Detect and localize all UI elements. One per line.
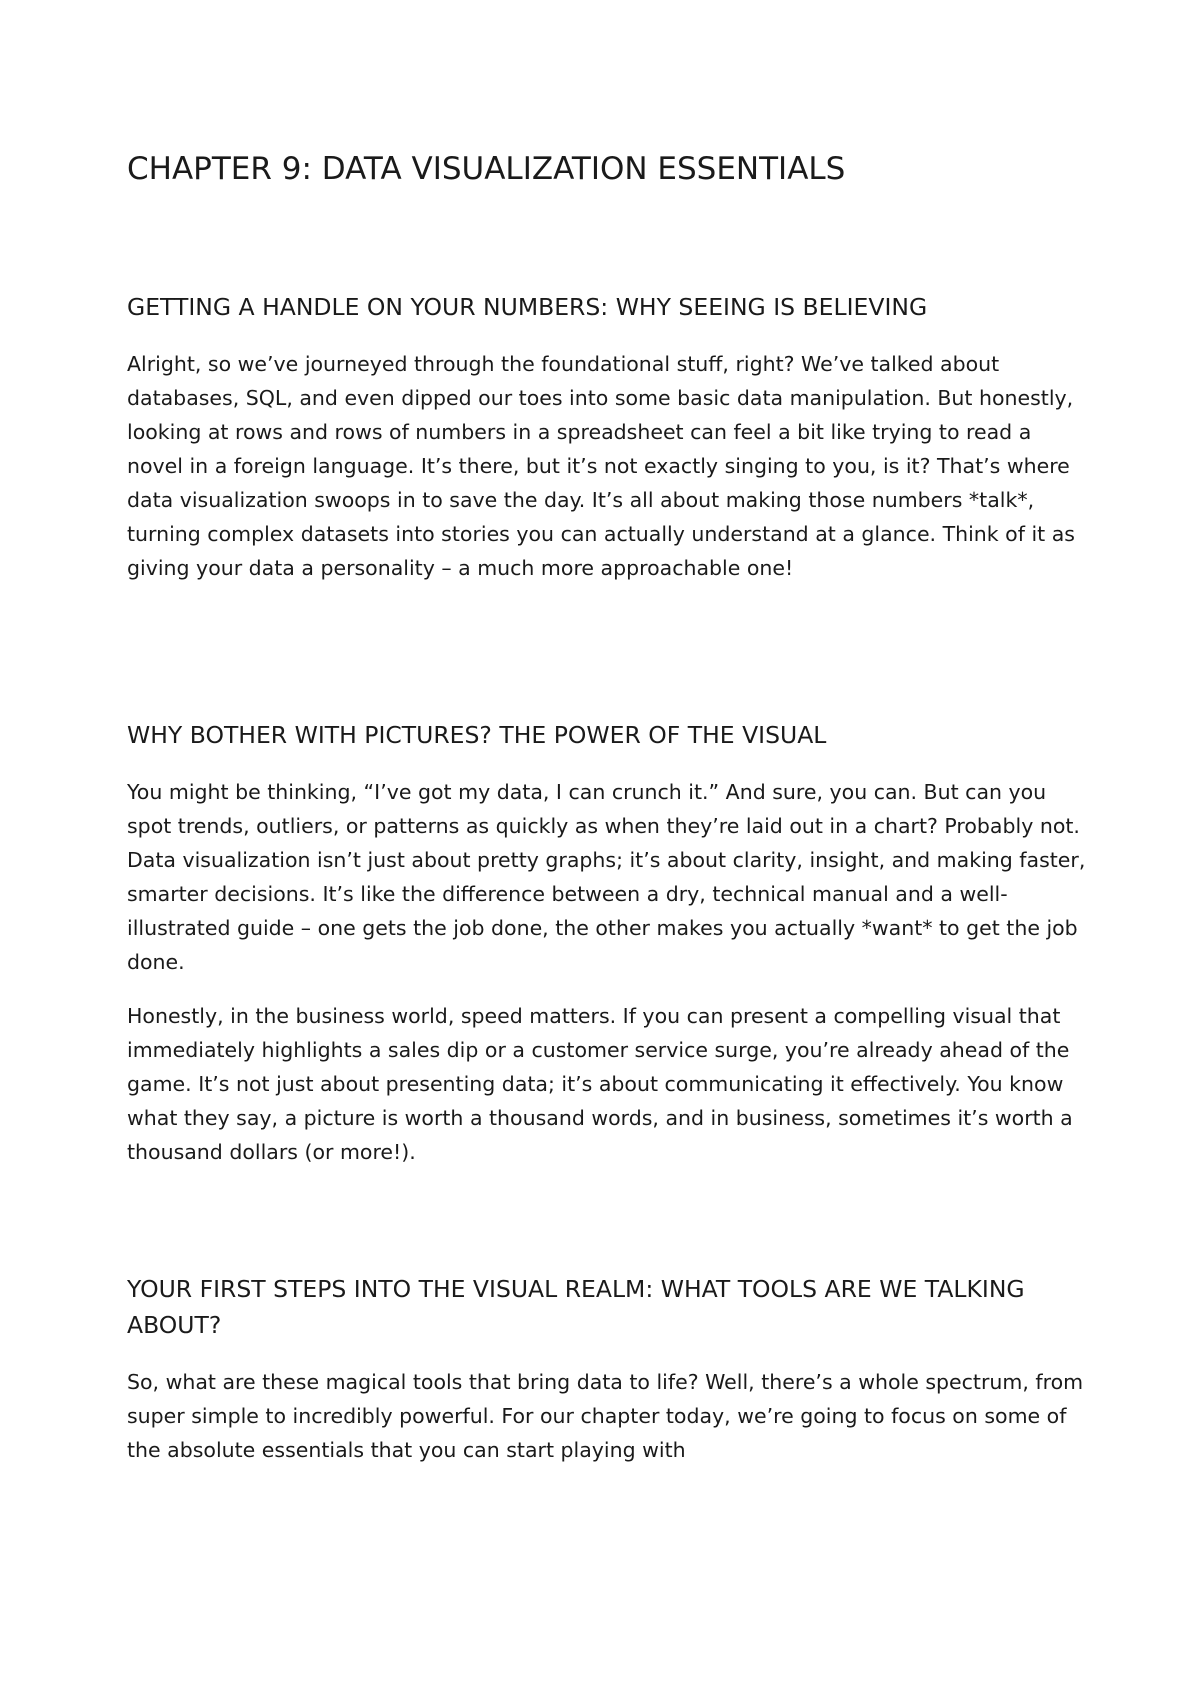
- paragraph: Alright, so we’ve journeyed through the foundational stuff, right? We’ve talked about databases, SQL, and even dipped our toes into some basic data manipulation. But honestly, looking at rows and rows of numbers in a spreadsheet can feel a bit like trying to read a novel in a foreign language. It’s there, but it’s not exactly singing to you, is it? That’s where data visualization swoops in to save the day. It’s all about making those numbers *talk*, turning complex datasets into stories you can actually understand at a glance. Think of it as giving your data a personality – a much more approachable one!: [127, 352, 1075, 580]
- paragraph: You might be thinking, “I’ve got my data, I can crunch it.” And sure, you can. But can you spot trends, outliers, or patterns as quickly as when they’re laid out in a chart? Probably not. Data visualization isn’t just about pretty graphs; it’s about clarity, insight, and making faster, smarter decisions. It’s like the difference between a dry, technical manual and a well-illustrated guide – one gets the job done, the other makes you actually *want* to get the job done.: [127, 780, 1086, 974]
- section-first-steps: [127, 1271, 1087, 1487]
- section-heading: GETTING A HANDLE ON YOUR NUMBERS: WHY SEEING IS BELIEVING: [127, 293, 928, 321]
- chapter-title: CHAPTER 9: DATA VISUALIZATION ESSENTIALS: [127, 151, 846, 187]
- section-heading: YOUR FIRST STEPS INTO THE VISUAL REALM: WHAT TOOLS ARE WE TALKING ABOUT?: [127, 1275, 1025, 1339]
- paragraph: So, what are these magical tools that bring data to life? Well, there’s a whole spectrum, from super simple to incredibly powerful. For our chapter today, we’re going to focus on some of the absolute essentials that you can start playing with: [127, 1370, 1084, 1462]
- section-why-bother: [127, 717, 1087, 1189]
- section-heading: WHY BOTHER WITH PICTURES? THE POWER OF THE VISUAL: [127, 721, 827, 749]
- paragraph: Honestly, in the business world, speed matters. If you can present a compelling visual that immediately highlights a sales dip or a customer service surge, you’re already ahead of the game. It’s not just about presenting data; it’s about communicating it effectively. You know what they say, a picture is worth a thousand words, and in business, sometimes it’s worth a thousand dollars (or more!).: [127, 1004, 1073, 1164]
- section-getting-a-handle: [127, 289, 1087, 605]
